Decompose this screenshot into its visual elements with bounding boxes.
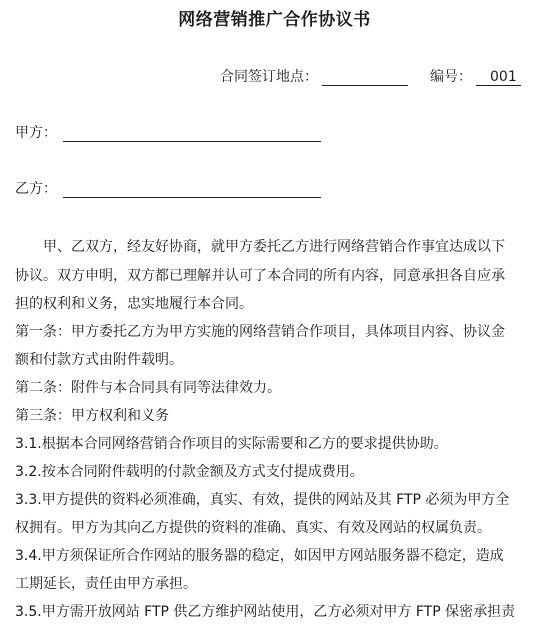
clause-3-4-line: 3.4.甲方须保证所合作网站的服务器的稳定，如因甲方网站服务器不稳定，造成 (15, 548, 504, 564)
party-a-label: 甲方： (15, 125, 57, 141)
article-1-line: 第一条：甲方委托乙方为甲方实施的网络营销合作项目，具体项目内容、协议金 (15, 324, 505, 340)
party-b-label: 乙方： (15, 181, 57, 197)
contract-meta-row (220, 66, 521, 86)
article-3-heading: 第三条：甲方权利和义务 (15, 408, 169, 424)
contract-number-label: 编号： (430, 69, 472, 85)
contract-number-value: 001 (476, 69, 521, 86)
clause-3-5-line: 3.5.甲方需开放网站 FTP 供乙方维护网站使用，乙方必须对甲方 FTP 保密承担责 (15, 604, 516, 620)
article-2-line: 第二条：附件与本合同具有同等法律效力。 (15, 380, 281, 396)
clause-3-2: 3.2.按本合同附件载明的付款金额及方式支付提成费用。 (15, 464, 364, 480)
clause-3-1: 3.1.根据本合同网络营销合作项目的实际需要和乙方的要求提供协助。 (15, 436, 448, 452)
body-line: 协议。双方申明，双方都已理解并认可了本合同的所有内容，同意承担各自应承 (15, 268, 505, 284)
article-1-line: 额和付款方式由附件载明。 (15, 352, 183, 368)
sign-place-blank (322, 70, 408, 86)
clause-3-4-line: 工期延长，责任由甲方承担。 (15, 576, 197, 592)
clause-3-3-line: 3.3.甲方提供的资料必须准确，真实、有效，提供的网站及其 FTP 必须为甲方全 (15, 492, 510, 508)
party-b-row (15, 178, 321, 198)
party-a-blank (63, 126, 321, 142)
sign-place-label: 合同签订地点： (220, 69, 318, 85)
party-b-blank (63, 182, 321, 198)
clause-3-3-line: 权拥有。甲方为其向乙方提供的资料的准确、真实、有效及网站的权属负责。 (15, 520, 491, 536)
party-a-row (15, 122, 321, 142)
body-line: 甲、乙双方，经友好协商，就甲方委托乙方进行网络营销合作事宜达成以下 (15, 239, 505, 255)
body-line: 担的权利和义务，忠实地履行本合同。 (15, 296, 253, 312)
document-title: 网络营销推广合作协议书 (178, 10, 371, 30)
